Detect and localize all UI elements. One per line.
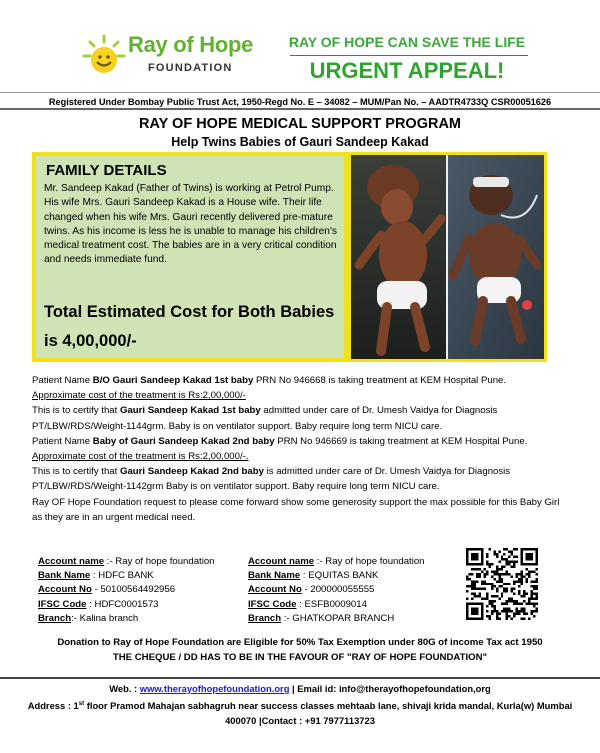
bank-value: - 50100564492956 [91,584,176,596]
program-subtitle: Help Twins Babies of Gauri Sandeep Kakad [171,135,429,149]
cheque-line: THE CHEQUE / DD HAS TO BE IN THE FAVOUR OF "RAY OF HOPE FOUNDATION" [112,651,488,663]
bank-value: : HDFC BANK [90,570,154,582]
text-span: Patient Name [32,375,93,386]
sun-icon [82,34,126,78]
footer-web-line [0,682,600,697]
patient-2-line [32,434,572,449]
family-details-heading: FAMILY DETAILS [46,162,167,179]
text-span: PRN No 946669 is taking treatment at KEM Hospital Pune. [274,435,528,447]
tagline: RAY OF HOPE CAN SAVE THE LIFE [288,34,526,50]
text-span: This is to certify that [32,466,120,478]
bank-value: :- Kalina branch [71,612,139,624]
twins-photo-image [351,155,544,359]
footer-divider [0,677,600,679]
logo-subtitle: FOUNDATION [148,62,233,74]
website-link[interactable]: www.therayofhopefoundation.org [139,683,290,694]
bank-row [38,583,238,597]
twins-photo [348,152,547,362]
bank-label: Account No [38,584,92,596]
treatment-details [32,373,572,525]
bank-value: : EQUITAS BANK [300,570,379,582]
bank-value: :- GHATKOPAR BRANCH [281,612,395,624]
family-details-box [32,152,348,362]
header [0,0,600,92]
address-text: Address : 1 [27,699,79,711]
bank-label: Account No [248,584,302,596]
bank-label: Bank Name [248,570,301,582]
program-title: RAY OF HOPE MEDICAL SUPPORT PROGRAM [139,116,461,132]
bank-row [248,583,448,597]
bank-row [248,612,448,626]
bank-value: : ESFB0009014 [296,598,367,610]
bank-row [38,612,238,626]
patient-1-name: B/O Gauri Sandeep Kakad 1st baby [92,375,254,386]
qr-code-icon[interactable] [466,548,538,620]
tagline-divider [290,55,528,56]
family-details-text: Mr. Sandeep Kakad (Father of Twins) is working at Petrol Pump. His wife Mrs. Gauri Sandeep Kakad is a House wife. Their life changed when his wife Mrs. Gauri recently delivered pre-mature twins. As his income is less he is unable to manage his children's medical treatment cost. The babies are in a very critical condition and needs immediate fund. [44,183,337,266]
footer-contact-line: 400070 |Contact : +91 7977113723 [225,714,375,726]
email-text: | Email id: info@therayofhopefoundation,org [289,683,491,694]
certify-2-name: Gauri Sandeep Kakad 2nd baby [119,466,264,478]
total-cost: Total Estimated Cost for Both Babies is 4,00,000/- [44,303,335,350]
bank-label: Branch [248,612,282,624]
bank-value: :- Ray of hope foundation [104,556,215,567]
bank-row [248,555,448,569]
certify-1-line [32,403,572,433]
web-label: Web. : [109,683,140,694]
bank-row [38,555,238,569]
bank-row [38,598,238,612]
logo [82,28,252,88]
cost-1-line: Approximate cost of the treatment is Rs:2,00,000/- [32,390,246,402]
footer-address-line [0,697,600,714]
patient-2-name: Baby of Gauri Sandeep Kakad 2nd baby [92,435,275,447]
logo-title: Ray of Hope [128,32,254,57]
bank-value: : HDFC0001573 [86,598,159,610]
text-span: admitted under care of Dr. Umesh Vaidya for Diagnosis PT/LBW/RDS/Weight-1144grm. Baby is on ventilator support. Baby require long term NICU care. [32,405,498,432]
text-span: Patient Name [32,435,93,447]
bank-label: IFSC Code [38,598,87,610]
bank-label: Account name [248,556,315,567]
certify-1-name: Gauri Sandeep Kakad 1st baby [119,405,261,417]
certify-2-line [32,464,572,494]
bank-label: IFSC Code [248,598,297,610]
bank-label: Bank Name [38,570,91,582]
registration-line: Registered Under Bombay Public Trust Act, 1950-Regd No. E – 34082 – MUM/Pan No. – AADTR4733Q CSR00051626 [0,92,600,110]
patient-1-line [32,373,572,388]
bank-row [248,569,448,583]
footer [0,682,600,729]
bank-value: - 200000055555 [301,584,375,596]
tax-line: Donation to Ray of Hope Foundation are Eligible for 50% Tax Exemption under 80G of income Tax act 1950 [57,637,543,648]
bank-label: Branch [38,612,72,624]
cost-2-line: Approximate cost of the treatment is Rs:2,00,000/-. [32,451,249,463]
bank-label: Account name [38,556,105,567]
text-span: This is to certify that [32,405,120,417]
bank-details-hdfc [38,555,238,626]
text-span: is admitted under care of Dr. Umesh Vaidya for Diagnosis PT/LBW/RDS/Weight-1142grm Baby is on ventilator support. Baby require long term NICU care. [32,466,511,493]
address-superscript: st [78,700,85,707]
address-text: floor Pramod Mahajan sabhagruh near success classes mehtaab lane, shivaji krida mandal, Kurla(w) Mumbai [84,699,573,711]
bank-value: :- Ray of hope foundation [314,556,425,567]
bank-row [248,598,448,612]
text-span: PRN No 946668 is taking treatment at KEM Hospital Pune. [253,375,507,386]
urgent-appeal-heading: URGENT APPEAL! [309,58,505,83]
tax-exemption-note [0,636,600,665]
bank-row [38,569,238,583]
request-line: Ray OF Hope Foundation request to please come forward show some generosity support the max possible for this Baby Girl as they are in an urgent medical need. [32,496,560,523]
bank-details-equitas [248,555,448,626]
